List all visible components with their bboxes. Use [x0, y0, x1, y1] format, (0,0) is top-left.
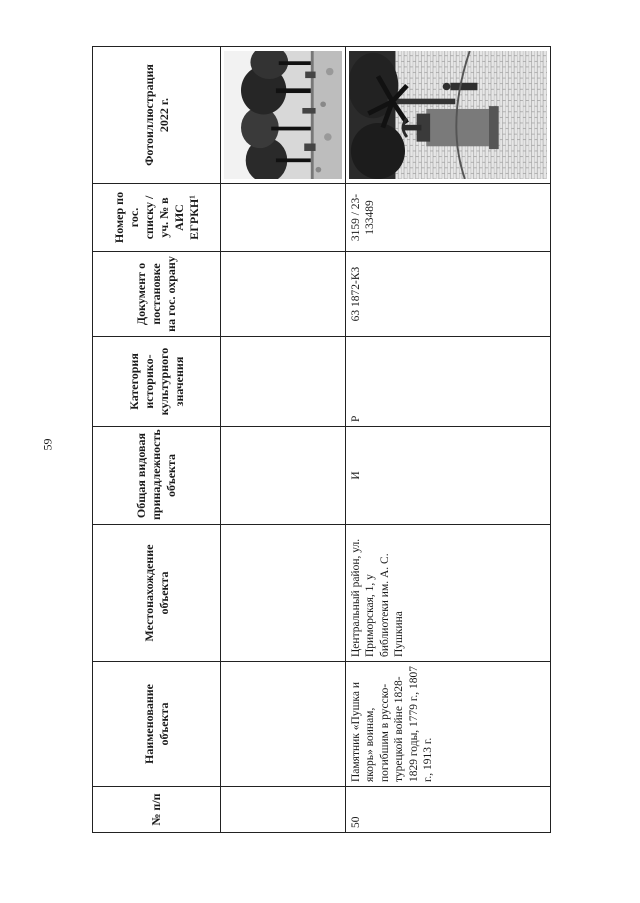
monument-photo-image: [349, 51, 547, 179]
cell-photo: [346, 47, 551, 184]
cell-ownership: [221, 427, 346, 525]
cell-num: 50: [346, 787, 551, 833]
cell-category: Р: [346, 337, 551, 427]
heritage-registry-table: [92, 46, 551, 833]
cell-registry: 3159 / 23-133489: [346, 184, 551, 252]
table-row: [346, 47, 551, 833]
table-header-row: [93, 47, 221, 833]
cell-num: [221, 787, 346, 833]
header-photo: Фотоиллюстрация 2022 г.: [93, 47, 221, 184]
header-name: Наименование объекта: [93, 662, 221, 787]
cell-photo: [221, 47, 346, 184]
park-photo: [224, 51, 342, 179]
header-category: Категория историко-культурного значения: [93, 337, 221, 427]
cell-name: Памятник «Пушка и якорь» воинам, погибшим в русско-турецкой войне 1828-1829 годы, 1779 г., 1807 г., 1913 г.: [346, 662, 551, 787]
header-num: № п/п: [93, 787, 221, 833]
table-row: [221, 47, 346, 833]
header-ownership: Общая видовая принадлежность объекта: [93, 427, 221, 525]
table-rotated: [92, 47, 550, 833]
header-location: Местонахождение объекта: [93, 525, 221, 662]
cell-document: 63 1872-КЗ: [346, 252, 551, 337]
cell-name: [221, 662, 346, 787]
header-registry: Номер по гос. списку /уч. № в АИС ЕГРКН¹: [93, 184, 221, 252]
park-photo-image: [224, 51, 342, 179]
cell-location: [221, 525, 346, 662]
table-wrapper: [92, 47, 550, 833]
cell-registry: [221, 184, 346, 252]
monument-photo: [349, 51, 547, 179]
cell-location: Центральный район, ул. Приморская, 1, у библиотеки им. А. С. Пушкина: [346, 525, 551, 662]
cell-ownership: И: [346, 427, 551, 525]
page-number: 59: [40, 438, 55, 451]
header-document: Документ о постановке на гос. охрану: [93, 252, 221, 337]
cell-category: [221, 337, 346, 427]
cell-document: [221, 252, 346, 337]
